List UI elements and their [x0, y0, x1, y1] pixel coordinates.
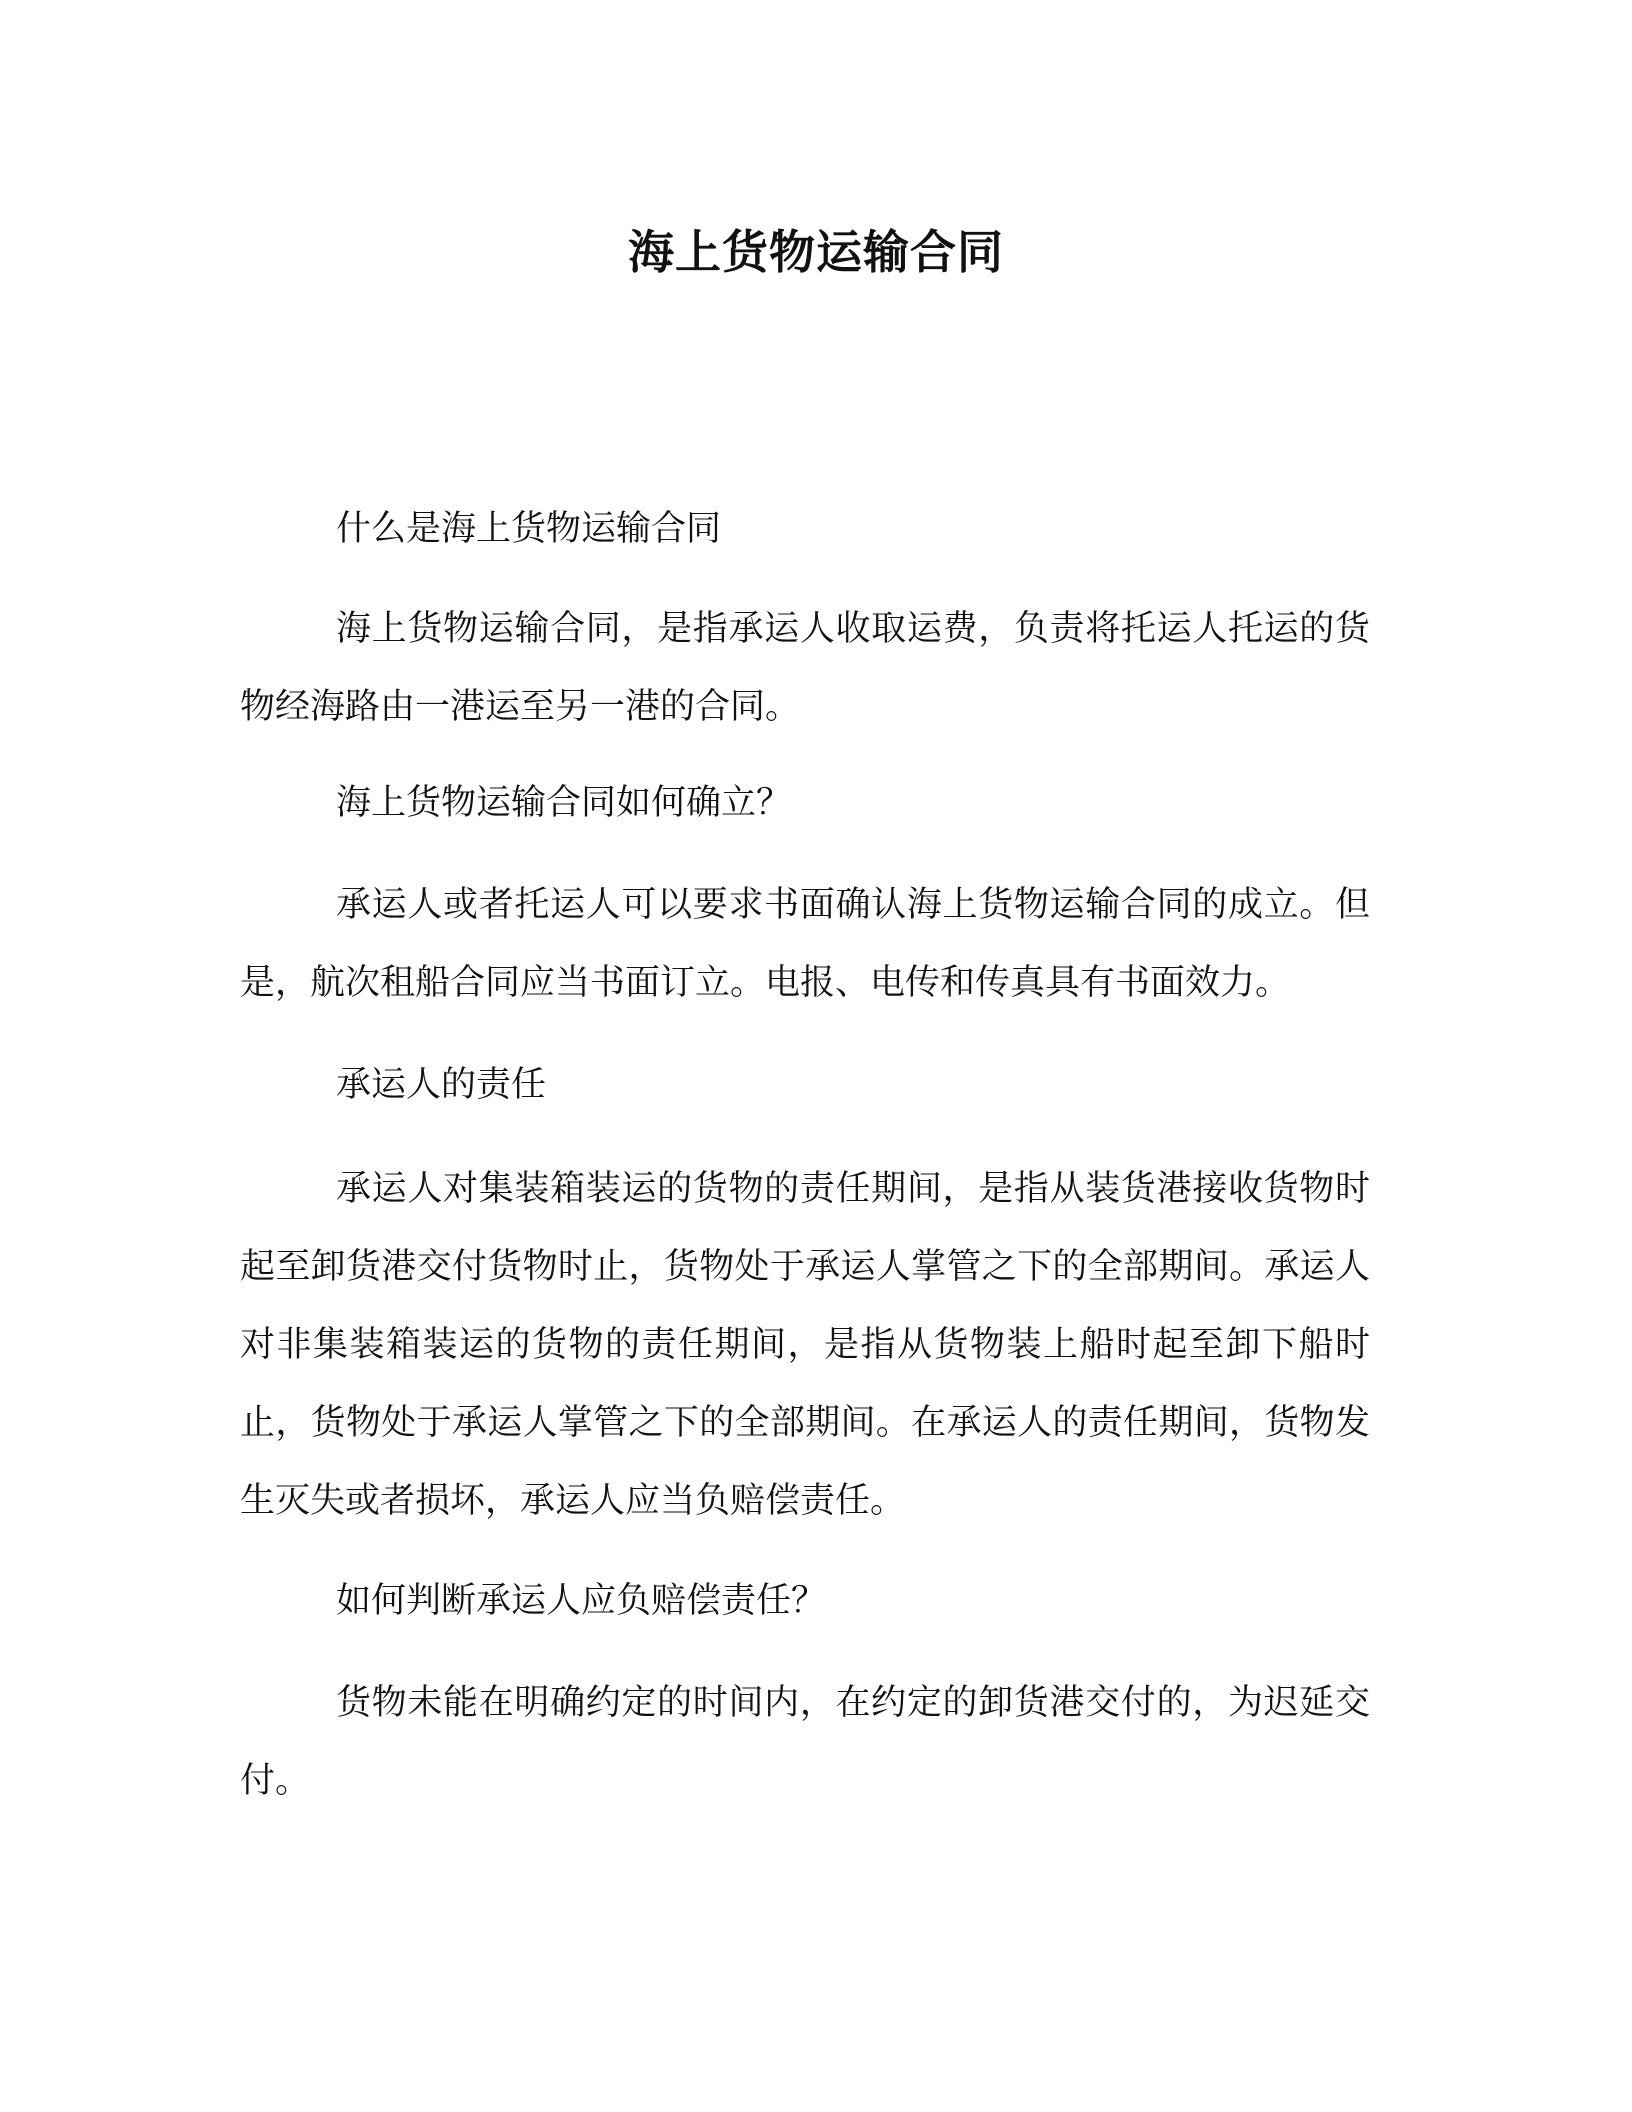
paragraph-definition: 海上货物运输合同，是指承运人收取运费，负责将托运人托运的货物经海路由一港运至另一港的合同。 — [240, 609, 1370, 727]
paragraph-delayed-delivery: 货物未能在明确约定的时间内，在约定的卸货港交付的，为迟延交付。 — [240, 1683, 1370, 1801]
document-title: 海上货物运输合同 — [628, 225, 1004, 279]
paragraph-carrier-liability: 承运人对集装箱装运的货物的责任期间，是指从装货港接收货物时起至卸货港交付货物时止，货物处于承运人掌管之下的全部期间。承运人对非集装箱装运的货物的责任期间，是指从货物装上船时起至卸下船时止，货物处于承运人掌管之下的全部期间。在承运人的责任期间，货物发生灭失或者损坏，承运人应当负赔偿责任。 — [240, 1169, 1370, 1521]
section-heading-carrier-liability: 承运人的责任 — [336, 1065, 547, 1105]
paragraph-establishment: 承运人或者托运人可以要求书面确认海上货物运输合同的成立。但是，航次租船合同应当书面订立。电报、电传和传真具有书面效力。 — [240, 885, 1370, 1003]
section-heading-establishment: 海上货物运输合同如何确立？ — [336, 783, 792, 823]
section-heading-what-is: 什么是海上货物运输合同 — [336, 509, 722, 549]
section-heading-compensation: 如何判断承运人应负赔偿责任？ — [336, 1581, 827, 1621]
